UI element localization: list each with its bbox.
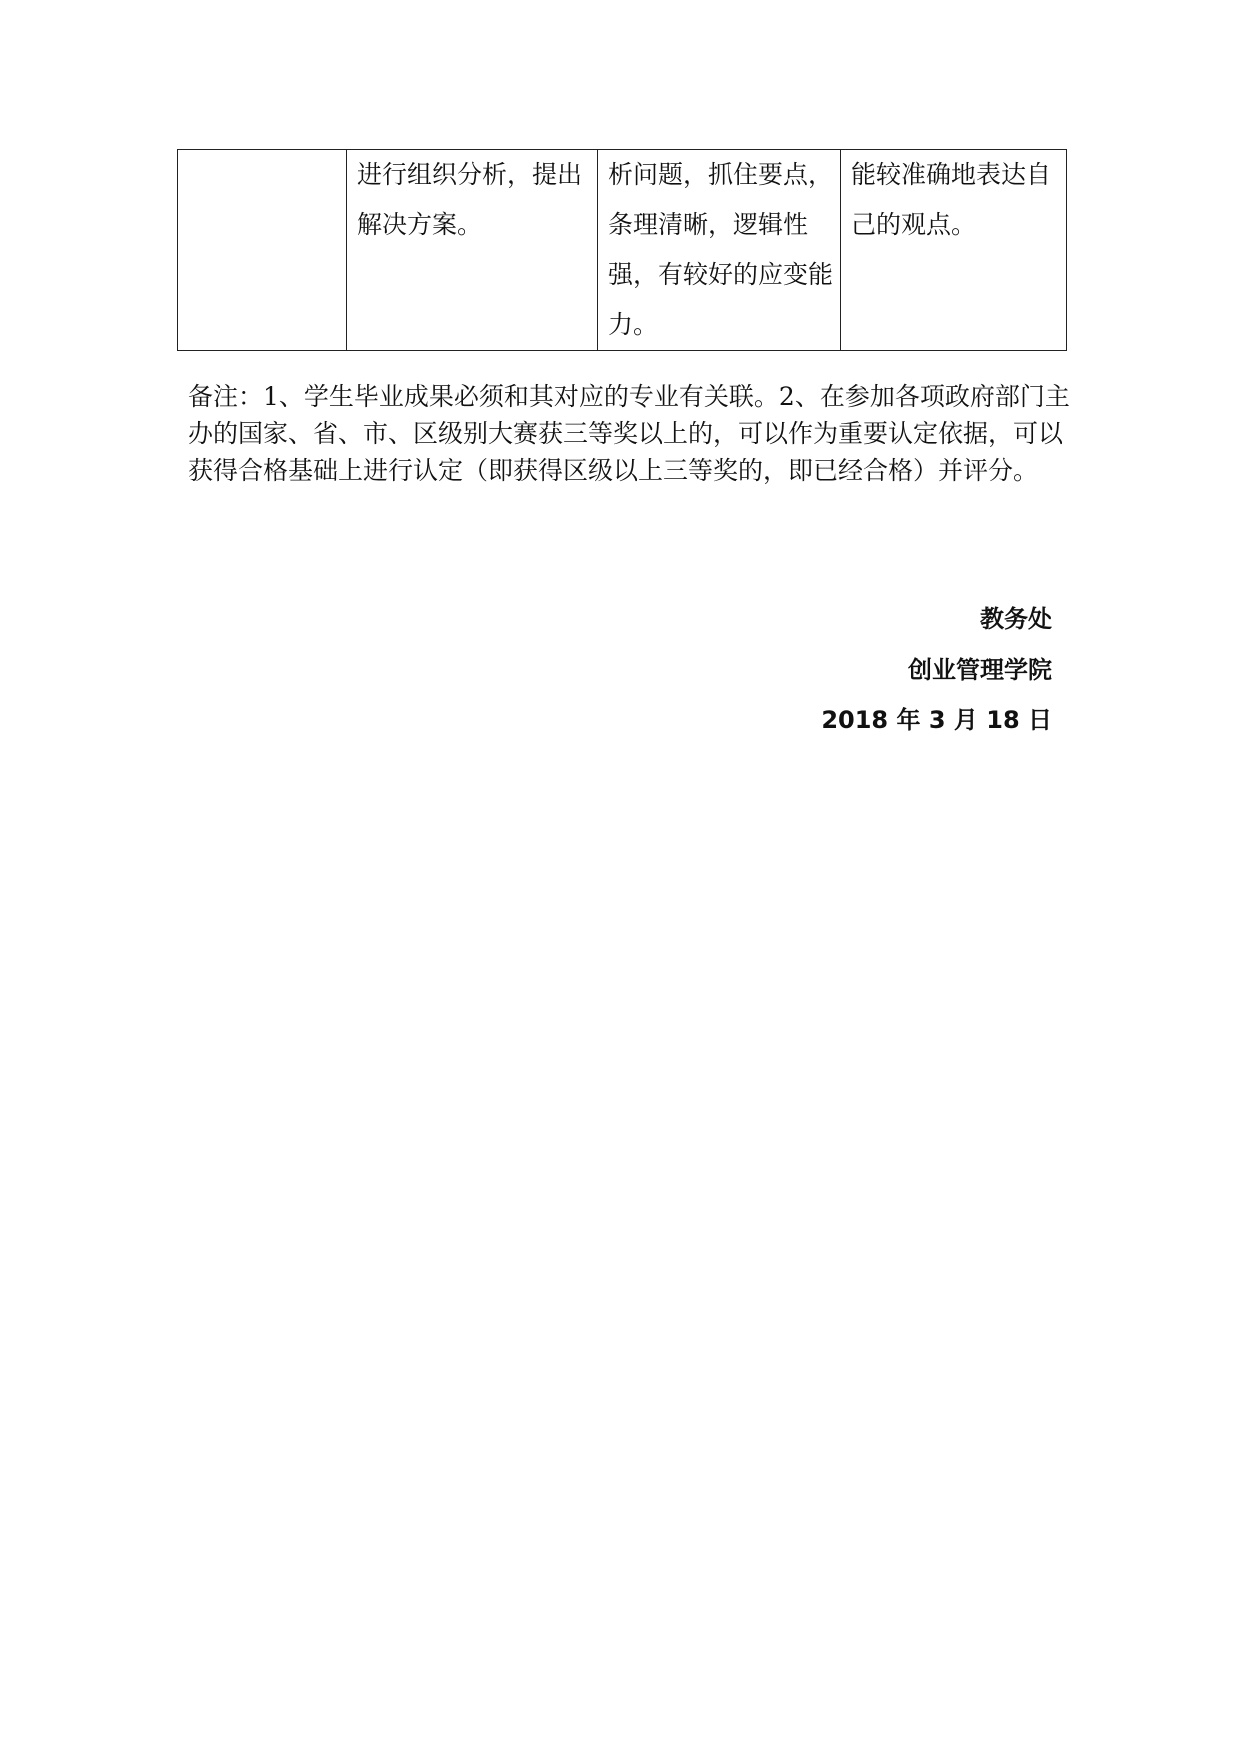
cell-text-line: 条理清晰，逻辑性 bbox=[608, 210, 809, 239]
cell-text-line: 己的观点。 bbox=[851, 210, 977, 239]
remarks-line: 办的国家、省、市、区级别大赛获三等奖以上的，可以作为重要认定依据，可以 bbox=[188, 419, 1064, 448]
table-cell-blank bbox=[178, 150, 347, 351]
cell-text-line: 解决方案。 bbox=[357, 210, 483, 239]
table-cell-plan bbox=[347, 150, 598, 351]
cell-text-line: 强，有较好的应变能 bbox=[608, 260, 834, 289]
table-cell-expression bbox=[841, 150, 1067, 351]
cell-text-line: 进行组织分析，提出 bbox=[357, 160, 583, 189]
table-row bbox=[178, 150, 1067, 351]
criteria-table bbox=[177, 149, 1067, 351]
table-cell-analysis bbox=[598, 150, 841, 351]
signature-office: 教务处 bbox=[980, 605, 1052, 633]
cell-text-line: 力。 bbox=[608, 310, 659, 339]
signature-college: 创业管理学院 bbox=[908, 656, 1052, 684]
remarks-paragraph bbox=[188, 378, 1068, 489]
cell-text-line: 能较准确地表达自 bbox=[851, 160, 1052, 189]
remarks-line: 获得合格基础上进行认定（即获得区级以上三等奖的，即已经合格）并评分。 bbox=[188, 456, 1039, 485]
cell-text-line: 析问题，抓住要点， bbox=[608, 160, 834, 189]
signature-date: 2018 年 3 月 18 日 bbox=[821, 706, 1052, 734]
remarks-line: 备注：1、学生毕业成果必须和其对应的专业有关联。2、在参加各项政府部门主 bbox=[188, 382, 1070, 411]
